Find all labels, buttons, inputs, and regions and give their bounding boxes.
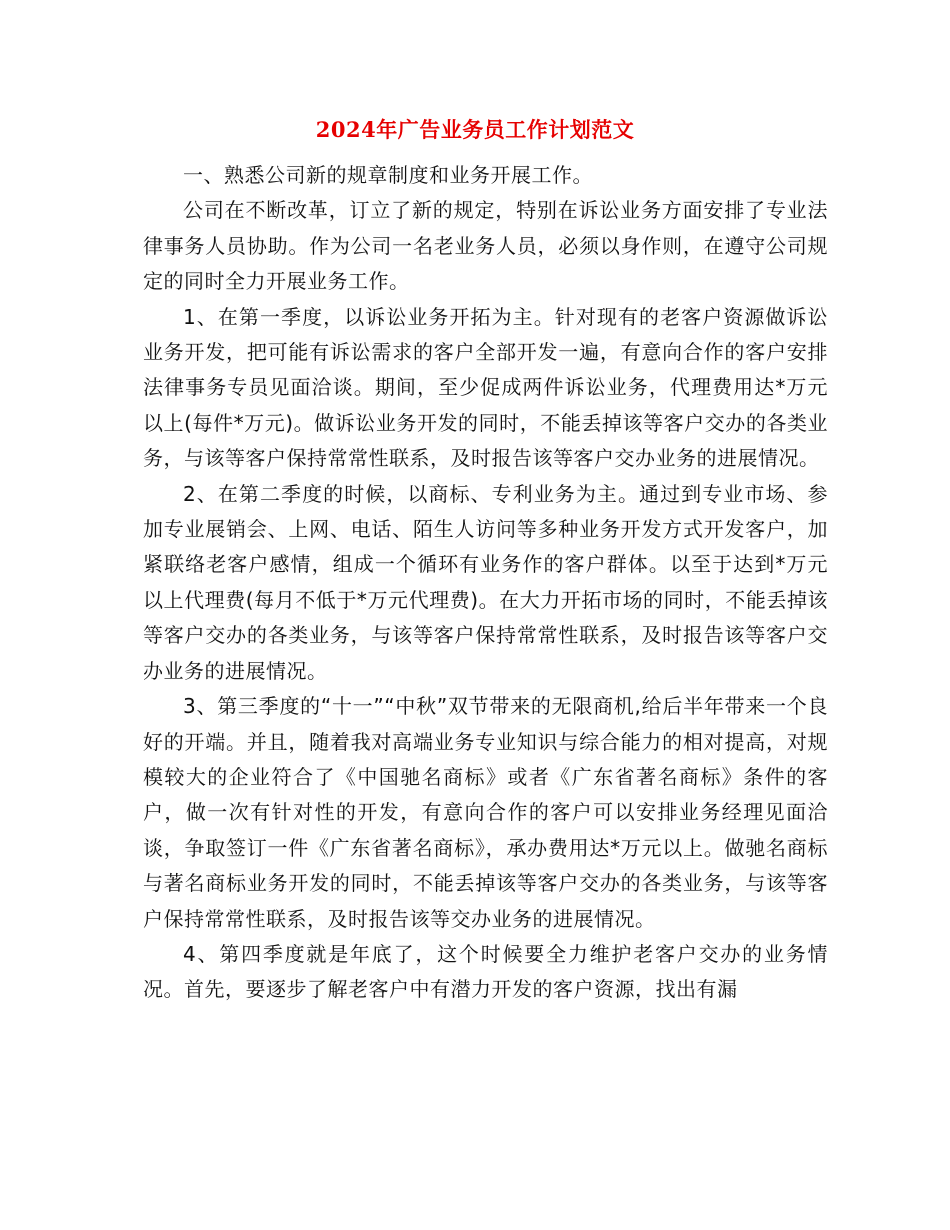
- paragraph-intro: 公司在不断改革，订立了新的规定，特别在诉讼业务方面安排了专业法律事务人员协助。作为公司一名老业务人员，必须以身作则，在遵守公司规定的同时全力开展业务工作。: [143, 198, 828, 294]
- paragraph-q1: 1、在第一季度，以诉讼业务开拓为主。针对现有的老客户资源做诉讼业务开发，把可能有诉讼需求的客户全部开发一遍，有意向合作的客户安排法律事务专员见面洽谈。期间，至少促成两件诉讼业务，代理费用达*万元以上(每件*万元)。做诉讼业务开发的同时，不能丢掉该等客户交办的各类业务，与该等客户保持常常性联系，及时报告该等客户交办业务的进展情况。: [143, 304, 828, 471]
- paragraph-q3: 3、第三季度的“十一”“中秋”双节带来的无限商机,给后半年带来一个良好的开端。并且，随着我对高端业务专业知识与综合能力的相对提高，对规模较大的企业符合了《中国驰名商标》或者《广东省著名商标》条件的客户，做一次有针对性的开发，有意向合作的客户可以安排业务经理见面洽谈，争取签订一件《广东省著名商标》，承办费用达*万元以上。做驰名商标与著名商标业务开发的同时，不能丢掉该等客户交办的各类业务，与该等客户保持常常性联系，及时报告该等交办业务的进展情况。: [143, 694, 828, 931]
- paragraph-q2: 2、在第二季度的时候，以商标、专利业务为主。通过到专业市场、参加专业展销会、上网、电话、陌生人访问等多种业务开发方式开发客户，加紧联络老客户感情，组成一个循环有业务作的客户群体。以至于达到*万元以上代理费(每月不低于*万元代理费)。在大力开拓市场的同时，不能丢掉该等客户交办的各类业务，与该等客户保持常常性联系，及时报告该等客户交办业务的进展情况。: [143, 481, 828, 683]
- document-title: 2024年广告业务员工作计划范文: [315, 117, 635, 142]
- paragraph-q4: 4、第四季度就是年底了，这个时候要全力维护老客户交办的业务情况。首先，要逐步了解老客户中有潜力开发的客户资源，找出有漏: [143, 941, 828, 1002]
- document-body: [143, 158, 828, 1008]
- paragraph-section-one-heading: 一、熟悉公司新的规章制度和业务开展工作。: [183, 163, 593, 187]
